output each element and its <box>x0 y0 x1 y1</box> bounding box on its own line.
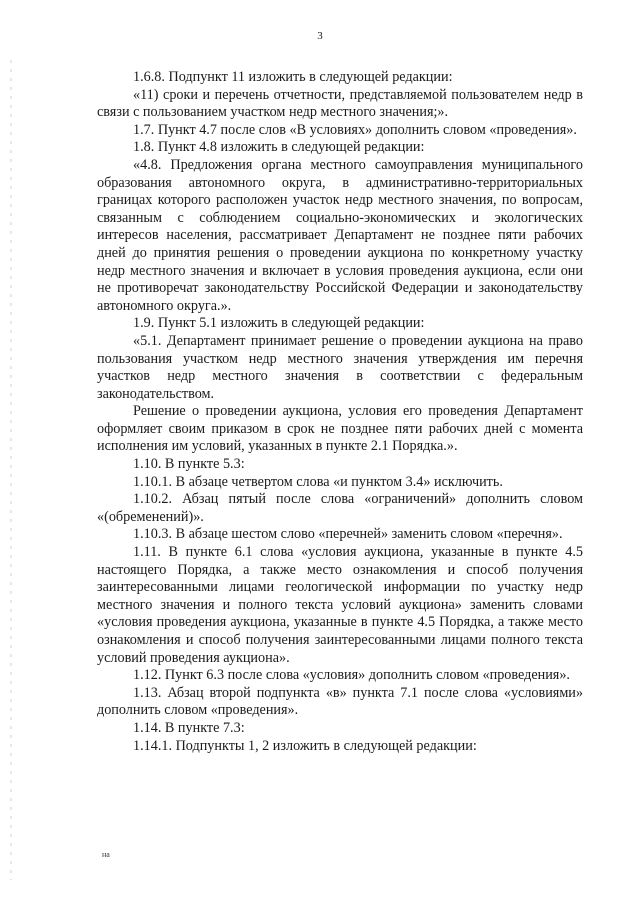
paragraph-decision: Решение о проведении аукциона, условия его проведения Департамент оформляет своим приказом в срок не позднее пяти рабочих дней с момента исполнения им условий, указанных в пункте 2.1 Порядка.». <box>97 403 583 455</box>
page-number: 3 <box>317 30 323 42</box>
paragraph-1-6-8: 1.6.8. Подпункт 11 изложить в следующей редакции: <box>133 69 453 85</box>
document-body <box>97 69 583 755</box>
footer-mark: на <box>102 850 110 859</box>
paragraph-1-13: 1.13. Абзац второй подпункта «в» пункта 7.1 после слова «условиями» дополнить словом «проведения». <box>97 684 583 719</box>
paragraph-4-8: «4.8. Предложения органа местного самоуправления муниципального образования автономного округа, в административно-территориальных границах которого расположен участок недр местного значения, по вопросам, связанным с соблюдением социально-экономических и экологических интересов населения, рассматривает Департамент не позднее пяти рабочих дней до принятия решения о проведении аукциона по конкретному участку недр местного значения и включает в условия проведения аукциона, если они не противоречат законодательству Российской Федерации и законодательству автономного округа.». <box>97 156 583 314</box>
paragraph-1-10-3: 1.10.3. В абзаце шестом слово «перечней» заменить словом «перечня». <box>133 526 563 543</box>
paragraph-item-11: «11) сроки и перечень отчетности, представляемой пользователем недр в связи с пользованием участком недр местного значения;». <box>97 86 583 121</box>
paragraph-1-7: 1.7. Пункт 4.7 после слов «В условиях» дополнить словом «проведения». <box>133 121 577 138</box>
paragraph-1-10-2: 1.10.2. Абзац пятый после слова «ограничений» дополнить словом «(обременений)». <box>97 491 583 525</box>
scan-edge-artifact <box>10 60 12 880</box>
paragraph-1-14: 1.14. В пункте 7.3: <box>133 719 245 736</box>
paragraph-1-9: 1.9. Пункт 5.1 изложить в следующей редакции: <box>133 315 425 332</box>
paragraph-1-10-1: 1.10.1. В абзаце четвертом слова «и пунктом 3.4» исключить. <box>133 473 503 490</box>
paragraph-1-12: 1.12. Пункт 6.3 после слова «условия» дополнить словом «проведения». <box>133 667 570 684</box>
paragraph-1-14-1: 1.14.1. Подпункты 1, 2 изложить в следующей редакции: <box>133 737 477 754</box>
paragraph-1-8: 1.8. Пункт 4.8 изложить в следующей редакции: <box>133 139 425 156</box>
paragraph-1-10: 1.10. В пункте 5.3: <box>133 456 245 473</box>
paragraph-5-1: «5.1. Департамент принимает решение о проведении аукциона на право пользования участком недр местного значения утверждения им перечня участков недр местного значения в соответствии с федеральным законодательством. <box>97 332 583 402</box>
paragraph-1-11: 1.11. В пункте 6.1 слова «условия аукциона, указанные в пункте 4.5 настоящего Порядка, а также место ознакомления и способ получения заинтересованными лицами геологической информации по участку недр местного значения и полного текста условий аукциона» заменить словами «условия проведения аукциона, указанные в пункте 4.5 Порядка, а также место ознакомления и способ получения заинтересованными лицами полного текста условий проведения аукциона». <box>97 544 583 666</box>
